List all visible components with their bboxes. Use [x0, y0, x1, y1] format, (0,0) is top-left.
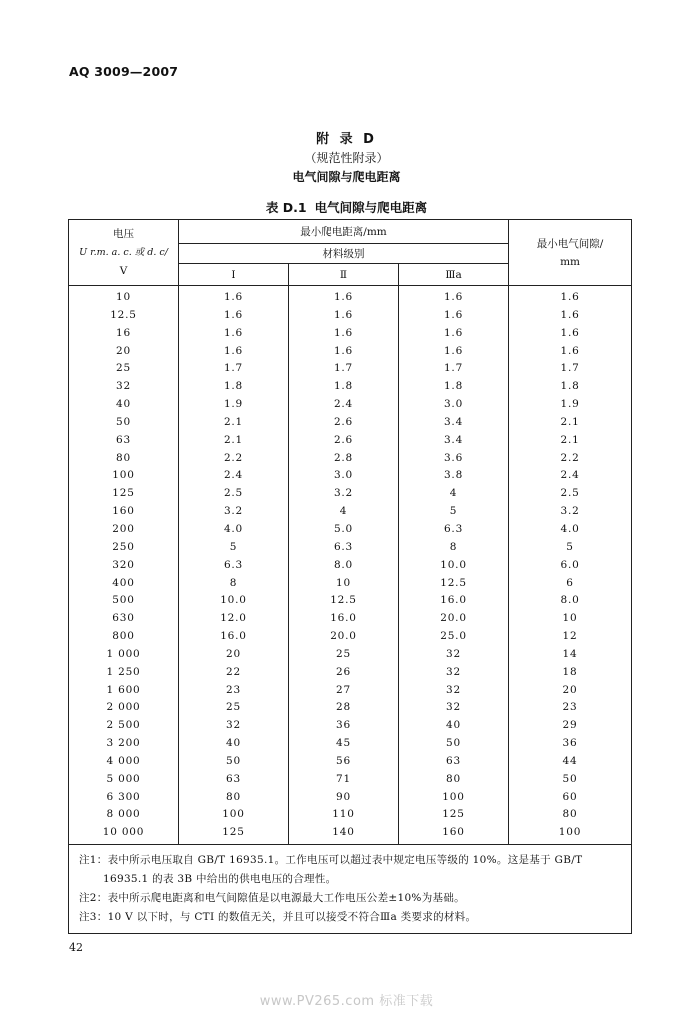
- material-2-cell: 90: [289, 789, 399, 807]
- voltage-cell: 200: [69, 521, 179, 539]
- material-1-cell: 2.4: [179, 467, 289, 485]
- voltage-cell: 2 000: [69, 699, 179, 717]
- material-3a-cell: 1.6: [399, 343, 509, 361]
- voltage-cell: 3 200: [69, 735, 179, 753]
- material-1-cell: 2.2: [179, 450, 289, 468]
- voltage-cell: 160: [69, 503, 179, 521]
- material-2-cell: 20.0: [289, 628, 399, 646]
- material-3a-cell: 63: [399, 753, 509, 771]
- table-row: [69, 557, 632, 575]
- material-3a-cell: 32: [399, 664, 509, 682]
- material-1-cell: 25: [179, 699, 289, 717]
- clearance-cell: 60: [509, 789, 632, 807]
- material-1-cell: 8: [179, 575, 289, 593]
- clearance-header: [509, 220, 632, 286]
- table-row: [69, 521, 632, 539]
- material-2-cell: 2.6: [289, 414, 399, 432]
- material-2-cell: 10: [289, 575, 399, 593]
- clearance-cell: 4.0: [509, 521, 632, 539]
- table-row: [69, 307, 632, 325]
- clearance-cell: 2.1: [509, 432, 632, 450]
- table-row: [69, 503, 632, 521]
- material-3a-cell: 3.4: [399, 414, 509, 432]
- material-1-cell: 1.8: [179, 378, 289, 396]
- material-2-cell: 27: [289, 682, 399, 700]
- material-3a-cell: 3.0: [399, 396, 509, 414]
- table-row: [69, 699, 632, 717]
- voltage-cell: 1 250: [69, 664, 179, 682]
- note-2: 注2：表中所示爬电距离和电气间隙值是以电源最大工作电压公差±10%为基础。: [79, 892, 465, 905]
- voltage-cell: 500: [69, 592, 179, 610]
- material-group-3a-header: Ⅲa: [399, 264, 509, 286]
- clearance-cell: 20: [509, 682, 632, 700]
- table-body: [69, 286, 632, 845]
- clearance-cell: 80: [509, 806, 632, 824]
- material-3a-cell: 12.5: [399, 575, 509, 593]
- material-1-cell: 1.6: [179, 325, 289, 343]
- table-row: [69, 682, 632, 700]
- material-3a-cell: 3.4: [399, 432, 509, 450]
- voltage-cell: 800: [69, 628, 179, 646]
- table-row: [69, 539, 632, 557]
- clearance-cell: 2.1: [509, 414, 632, 432]
- material-3a-cell: 1.6: [399, 286, 509, 307]
- material-3a-cell: 32: [399, 646, 509, 664]
- clearance-cell: 44: [509, 753, 632, 771]
- voltage-cell: 400: [69, 575, 179, 593]
- voltage-cell: 250: [69, 539, 179, 557]
- voltage-cell: 50: [69, 414, 179, 432]
- clearance-cell: 100: [509, 824, 632, 844]
- table-row: [69, 414, 632, 432]
- voltage-cell: 2 500: [69, 717, 179, 735]
- clearance-cell: 1.6: [509, 307, 632, 325]
- clearance-cell: 23: [509, 699, 632, 717]
- clearance-cell: 1.6: [509, 286, 632, 307]
- clearance-cell: 1.7: [509, 360, 632, 378]
- material-3a-cell: 20.0: [399, 610, 509, 628]
- voltage-cell: 63: [69, 432, 179, 450]
- appendix-subtitle: （规范性附录）: [304, 151, 389, 165]
- table-row: [69, 735, 632, 753]
- material-3a-cell: 32: [399, 699, 509, 717]
- material-2-cell: 5.0: [289, 521, 399, 539]
- clearance-cell: 10: [509, 610, 632, 628]
- table-notes: [69, 845, 632, 934]
- material-1-cell: 1.7: [179, 360, 289, 378]
- material-3a-cell: 80: [399, 771, 509, 789]
- page-number: 42: [69, 941, 83, 954]
- material-2-cell: 16.0: [289, 610, 399, 628]
- material-group-header: 材料级别: [179, 244, 509, 264]
- material-3a-cell: 1.8: [399, 378, 509, 396]
- voltage-cell: 1 000: [69, 646, 179, 664]
- material-3a-cell: 8: [399, 539, 509, 557]
- material-3a-cell: 1.6: [399, 325, 509, 343]
- clearance-cell: 50: [509, 771, 632, 789]
- voltage-header-line3: V: [119, 265, 128, 277]
- material-3a-cell: 25.0: [399, 628, 509, 646]
- material-1-cell: 125: [179, 824, 289, 844]
- material-3a-cell: 1.6: [399, 307, 509, 325]
- material-2-cell: 3.2: [289, 485, 399, 503]
- table-row: [69, 824, 632, 844]
- material-2-cell: 1.7: [289, 360, 399, 378]
- creepage-header: 最小爬电距离/mm: [179, 220, 509, 244]
- material-1-cell: 100: [179, 806, 289, 824]
- material-2-cell: 140: [289, 824, 399, 844]
- voltage-cell: 630: [69, 610, 179, 628]
- material-2-cell: 1.8: [289, 378, 399, 396]
- material-2-cell: 71: [289, 771, 399, 789]
- material-1-cell: 16.0: [179, 628, 289, 646]
- voltage-header-line1: 电压: [113, 228, 134, 240]
- clearance-cell: 3.2: [509, 503, 632, 521]
- table-row: [69, 717, 632, 735]
- material-3a-cell: 50: [399, 735, 509, 753]
- material-3a-cell: 3.8: [399, 467, 509, 485]
- table-row: [69, 610, 632, 628]
- clearance-cell: 29: [509, 717, 632, 735]
- voltage-cell: 40: [69, 396, 179, 414]
- clearance-cell: 5: [509, 539, 632, 557]
- table-row: [69, 286, 632, 307]
- appendix-title: 附 录 D: [316, 132, 377, 147]
- material-1-cell: 40: [179, 735, 289, 753]
- clearance-cell: 12: [509, 628, 632, 646]
- clearance-cell: 1.9: [509, 396, 632, 414]
- voltage-cell: 10: [69, 286, 179, 307]
- material-2-cell: 6.3: [289, 539, 399, 557]
- material-1-cell: 4.0: [179, 521, 289, 539]
- material-2-cell: 1.6: [289, 307, 399, 325]
- voltage-cell: 1 600: [69, 682, 179, 700]
- table-row: [69, 753, 632, 771]
- material-2-cell: 3.0: [289, 467, 399, 485]
- material-3a-cell: 5: [399, 503, 509, 521]
- voltage-header: [69, 220, 179, 286]
- material-1-cell: 23: [179, 682, 289, 700]
- clearance-creepage-table: [68, 219, 632, 934]
- clearance-cell: 1.6: [509, 325, 632, 343]
- material-1-cell: 32: [179, 717, 289, 735]
- material-3a-cell: 125: [399, 806, 509, 824]
- clearance-cell: 2.2: [509, 450, 632, 468]
- material-2-cell: 56: [289, 753, 399, 771]
- material-2-cell: 28: [289, 699, 399, 717]
- clearance-cell: 8.0: [509, 592, 632, 610]
- material-1-cell: 10.0: [179, 592, 289, 610]
- table-row: [69, 806, 632, 824]
- material-1-cell: 80: [179, 789, 289, 807]
- clearance-cell: 6: [509, 575, 632, 593]
- material-2-cell: 2.6: [289, 432, 399, 450]
- voltage-cell: 4 000: [69, 753, 179, 771]
- material-1-cell: 6.3: [179, 557, 289, 575]
- material-2-cell: 45: [289, 735, 399, 753]
- material-3a-cell: 40: [399, 717, 509, 735]
- clearance-cell: 1.8: [509, 378, 632, 396]
- table-row: [69, 378, 632, 396]
- material-1-cell: 1.6: [179, 343, 289, 361]
- material-2-cell: 26: [289, 664, 399, 682]
- voltage-cell: 20: [69, 343, 179, 361]
- voltage-cell: 320: [69, 557, 179, 575]
- material-2-cell: 8.0: [289, 557, 399, 575]
- table-row: [69, 592, 632, 610]
- material-1-cell: 63: [179, 771, 289, 789]
- material-3a-cell: 6.3: [399, 521, 509, 539]
- table-caption: [0, 198, 693, 216]
- material-1-cell: 50: [179, 753, 289, 771]
- material-1-cell: 3.2: [179, 503, 289, 521]
- table-row: [69, 432, 632, 450]
- voltage-cell: 125: [69, 485, 179, 503]
- voltage-cell: 32: [69, 378, 179, 396]
- clearance-cell: 18: [509, 664, 632, 682]
- material-1-cell: 20: [179, 646, 289, 664]
- material-3a-cell: 1.7: [399, 360, 509, 378]
- material-3a-cell: 3.6: [399, 450, 509, 468]
- voltage-cell: 5 000: [69, 771, 179, 789]
- clearance-cell: 14: [509, 646, 632, 664]
- table-row: [69, 771, 632, 789]
- clearance-header-line1: 最小电气间隙/: [536, 237, 604, 250]
- material-3a-cell: 16.0: [399, 592, 509, 610]
- material-1-cell: 1.9: [179, 396, 289, 414]
- material-2-cell: 1.6: [289, 343, 399, 361]
- material-2-cell: 1.6: [289, 286, 399, 307]
- material-2-cell: 110: [289, 806, 399, 824]
- clearance-header-line2: mm: [560, 255, 580, 268]
- material-2-cell: 12.5: [289, 592, 399, 610]
- material-2-cell: 2.4: [289, 396, 399, 414]
- material-2-cell: 1.6: [289, 325, 399, 343]
- material-3a-cell: 4: [399, 485, 509, 503]
- note-1: 注1：表中所示电压取自 GB/T 16935.1。工作电压可以超过表中规定电压等级的 10%。这是基于 GB/T 16935.1 的表 3B 中给出的供电电压的合理性。: [79, 854, 583, 886]
- voltage-cell: 12.5: [69, 307, 179, 325]
- clearance-cell: 2.4: [509, 467, 632, 485]
- table-row: [69, 628, 632, 646]
- voltage-cell: 6 300: [69, 789, 179, 807]
- material-1-cell: 2.1: [179, 414, 289, 432]
- table-row: [69, 664, 632, 682]
- material-2-cell: 2.8: [289, 450, 399, 468]
- table-row: [69, 360, 632, 378]
- material-2-cell: 25: [289, 646, 399, 664]
- voltage-cell: 80: [69, 450, 179, 468]
- material-group-1-header: Ⅰ: [179, 264, 289, 286]
- table-caption-text: 电气间隙与爬电距离: [314, 200, 428, 215]
- voltage-cell: 100: [69, 467, 179, 485]
- material-1-cell: 12.0: [179, 610, 289, 628]
- material-3a-cell: 10.0: [399, 557, 509, 575]
- table-row: [69, 325, 632, 343]
- table-row: [69, 396, 632, 414]
- clearance-cell: 6.0: [509, 557, 632, 575]
- table-row: [69, 467, 632, 485]
- watermark-text: www.PV265.com 标准下载: [259, 994, 434, 1009]
- clearance-cell: 2.5: [509, 485, 632, 503]
- table-row: [69, 485, 632, 503]
- table-caption-number: 表 D.1: [265, 200, 307, 215]
- material-1-cell: 1.6: [179, 286, 289, 307]
- material-3a-cell: 160: [399, 824, 509, 844]
- voltage-cell: 16: [69, 325, 179, 343]
- material-1-cell: 2.5: [179, 485, 289, 503]
- table-row: [69, 343, 632, 361]
- appendix-name: 电气间隙与爬电距离: [292, 170, 401, 184]
- material-1-cell: 5: [179, 539, 289, 557]
- note-3: 注3：10 V 以下时，与 CTI 的数值无关，并且可以接受不符合Ⅲa 类要求的材料。: [79, 911, 477, 924]
- voltage-header-line2: U r.m. a. c. 或 d. c/: [79, 247, 168, 258]
- clearance-cell: 1.6: [509, 343, 632, 361]
- voltage-cell: 10 000: [69, 824, 179, 844]
- material-group-2-header: Ⅱ: [289, 264, 399, 286]
- voltage-cell: 25: [69, 360, 179, 378]
- material-1-cell: 22: [179, 664, 289, 682]
- material-1-cell: 2.1: [179, 432, 289, 450]
- material-2-cell: 36: [289, 717, 399, 735]
- clearance-cell: 36: [509, 735, 632, 753]
- table-row: [69, 646, 632, 664]
- material-1-cell: 1.6: [179, 307, 289, 325]
- table-row: [69, 450, 632, 468]
- material-3a-cell: 32: [399, 682, 509, 700]
- document-code: AQ 3009—2007: [69, 64, 179, 79]
- voltage-cell: 8 000: [69, 806, 179, 824]
- table-row: [69, 575, 632, 593]
- material-2-cell: 4: [289, 503, 399, 521]
- material-3a-cell: 100: [399, 789, 509, 807]
- table-row: [69, 789, 632, 807]
